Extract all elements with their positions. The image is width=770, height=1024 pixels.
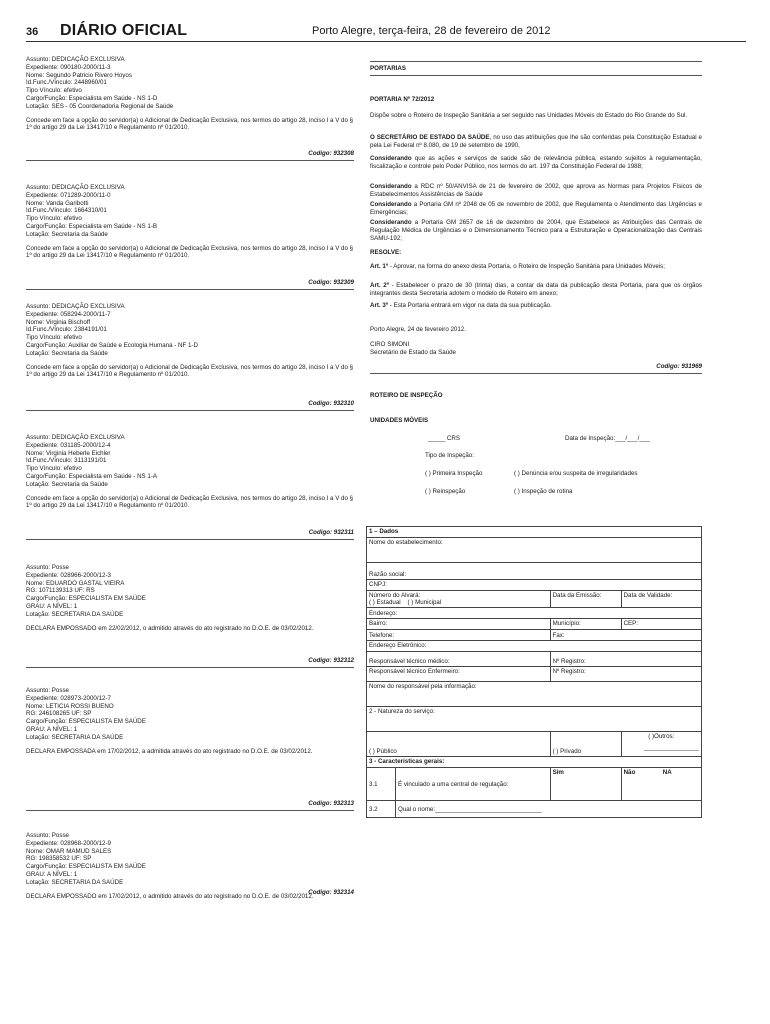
header-divider xyxy=(26,41,746,42)
field-cep[interactable]: CEP: xyxy=(621,619,701,630)
article-text: - Esta Portaria entrará em vigor na data da sua publicação. xyxy=(388,302,552,309)
field-email[interactable]: Endereço Eletrônico: xyxy=(367,641,702,652)
act-line: Cargo/Função: Especialista em Saúde - NS 1-A xyxy=(26,472,158,480)
act-line: Nome: Virginia Bischoff xyxy=(26,318,91,326)
form-section-3: 3 - Características gerais: xyxy=(367,757,702,768)
answer-yes[interactable] xyxy=(550,768,621,801)
inspection-type-label: Tipo de Inspeção: xyxy=(425,452,474,459)
signer-title: Secretário de Estado da Saúde xyxy=(370,349,456,356)
act-line: Tipo Vínculo: efetivo xyxy=(26,465,82,473)
intro-bold: O SECRETÁRIO DE ESTADO DA SAÚDE xyxy=(370,134,490,141)
option-public[interactable]: ( ) Público xyxy=(367,732,551,757)
newspaper-title: DIÁRIO OFICIAL xyxy=(60,22,188,39)
alvara-options xyxy=(369,599,548,606)
field-cnpj[interactable]: CNPJ: xyxy=(367,580,702,591)
act-line: Assunto: Posse xyxy=(26,687,69,694)
act-line: RG: 1071139313 UF: RS xyxy=(26,587,95,595)
question-central: É vinculado a uma central de regulação: xyxy=(396,768,551,801)
act-line: Lotação: SECRETARIA DA SAÚDE xyxy=(26,878,124,886)
page-number: 36 xyxy=(26,26,39,38)
no-label: Não xyxy=(623,769,636,776)
act-line: Expediente: 071289-2000/11-0 xyxy=(26,191,111,199)
act-line: Cargo/Função: ESPECIALISTA EM SAÚDE xyxy=(26,595,146,603)
article-bold: Art. 1º xyxy=(370,263,389,270)
article xyxy=(370,282,702,298)
field-address[interactable]: Endereço: xyxy=(367,608,702,619)
act-code: Codigo: 932312 xyxy=(308,657,354,664)
portaria-intro xyxy=(370,134,702,150)
act-line: Lotação: Secretaria da Saúde xyxy=(26,480,108,488)
option-private[interactable]: ( ) Privado xyxy=(550,732,621,757)
answer-no-na[interactable] xyxy=(621,768,701,801)
considerando-bold: Considerando xyxy=(370,155,412,162)
act-line: GRAU: A NÍVEL: 1 xyxy=(26,870,78,878)
option-municipal[interactable]: ( ) Municipal xyxy=(407,599,442,606)
option-first-inspection[interactable]: ( ) Primeira Inspeção xyxy=(425,470,483,477)
act-block xyxy=(26,687,354,755)
considerando xyxy=(370,183,702,199)
act-text: Concede em face a opção do servidor(a) o Adicional de Dedicação Exclusiva, nos termos do artigo 28, inciso I a V do § 1º do artigo 29 da Lei 13417/10 e Regulamento nº 01/2010. xyxy=(26,494,354,510)
act-line: Id.Func./Vínculo: 2384191/01 xyxy=(26,326,107,334)
act-line: Lotação: Secretaria da Saúde xyxy=(26,349,108,357)
field-municipality[interactable]: Município: xyxy=(550,619,621,630)
form-section-2: 2 - Natureza do serviço: xyxy=(367,707,702,732)
left-column xyxy=(26,56,354,1006)
alvara-label: Número do Alvará: xyxy=(369,592,421,599)
roteiro-title: ROTEIRO DE INSPEÇÃO xyxy=(370,392,443,399)
place-date: Porto Alegre, 24 de fevereiro 2012. xyxy=(370,326,466,333)
considerando xyxy=(370,219,702,242)
act-text: DECLARA EMPOSSADO em 22/02/2012, o admitido através do ato registrado no D.O.E. de 03/02/2012. xyxy=(26,624,314,632)
act-line: Nome: EDUARDO GASTAL VIEIRA xyxy=(26,579,125,587)
act-line: Assunto: Posse xyxy=(26,832,69,839)
field-info-responsible[interactable]: Nome do responsável pela informação: xyxy=(367,682,702,707)
act-text: DECLARA EMPOSSADO em 17/02/2012, o admitido através do ato registrado no D.O.E. de 03/02/2012. xyxy=(26,892,314,900)
act-line: Expediente: 028973-2000/12-7 xyxy=(26,694,111,702)
act-code: Codigo: 932313 xyxy=(308,800,354,807)
act-block xyxy=(26,303,354,379)
others-line: ________________ xyxy=(643,744,699,751)
act-text: Concede em face a opção do servidor(a) o Adicional de Dedicação Exclusiva, nos termos do artigo 28, inciso I a V do § 1º do artigo 29 da Lei 13417/10 e Regulamento nº 01/2010. xyxy=(26,244,354,260)
act-line: Assunto: DEDICAÇÃO EXCLUSIVA xyxy=(26,434,125,441)
field-tech-doctor[interactable]: Responsável técnico médico: xyxy=(367,652,551,667)
act-text: Concede em face a opção do servidor(a) o Adicional de Dedicação Exclusiva, nos termos do artigo 28, inciso I a V do § 1º do artigo 29 da Lei 13417/10 e Regulamento nº 01/2010. xyxy=(26,116,354,132)
act-line: Lotação: SES - 05 Coordenadoria Regional de Saúde xyxy=(26,102,174,110)
act-line: Id.Func./Vínculo: 2448960/01 xyxy=(26,79,107,87)
na-label: NA xyxy=(662,769,672,776)
act-line: Cargo/Função: ESPECIALISTA EM SAÚDE xyxy=(26,863,146,871)
divider xyxy=(26,289,354,290)
act-block xyxy=(26,564,354,632)
act-line: GRAU: A NÍVEL: 1 xyxy=(26,725,78,733)
portaria-code: Codigo: 931969 xyxy=(656,363,702,370)
act-line: Cargo/Função: Especialista em Saúde - NS 1-D xyxy=(26,94,158,102)
page-header xyxy=(26,22,746,44)
field-expiry-date[interactable]: Data de Validade: xyxy=(621,591,701,608)
act-line: Id.Func./Vínculo: 1664310/01 xyxy=(26,207,107,215)
divider xyxy=(26,410,354,411)
article-text: - Aprovar, na forma do anexo desta Portaria, o Roteiro de Inspeção Sanitária para Unidades Móveis; xyxy=(388,263,665,270)
field-fax[interactable]: Fax: xyxy=(550,630,701,641)
act-line: Cargo/Função: Especialista em Saúde - NS 1-B xyxy=(26,222,158,230)
yes-label: Sim xyxy=(552,769,564,776)
act-line: Nome: OMAR MAMUD SALES xyxy=(26,847,112,855)
act-line: Lotação: Secretaria da Saúde xyxy=(26,230,108,238)
intro-rest: , no uso das atribuições que lhe são conferidas pela Constituição Estadual e pela Lei Federal nº 8.080, de 19 de setembro de 1990, xyxy=(370,134,702,149)
act-line: Cargo/Função: Auxiliar de Saúde e Ecologia Humana - NF 1-D xyxy=(26,341,198,349)
row-number: 3.2 xyxy=(367,801,396,818)
field-tech-nurse[interactable]: Responsável técnico Enfermeiro: xyxy=(367,667,551,682)
act-line: Expediente: 031185-2000/12-4 xyxy=(26,441,111,449)
act-code: Codigo: 932310 xyxy=(308,400,354,407)
considerando-text: que as ações e serviços de saúde são de relevância pública, estando sujeitos à regulamentação, fiscalização e controle pelo Poder Público, nos termos do art. 197 da Constituição Federal de 1988; xyxy=(370,155,702,170)
considerando-bold: Considerando xyxy=(370,183,412,190)
act-code: Codigo: 932309 xyxy=(308,279,354,286)
roteiro-subtitle: UNIDADES MÓVEIS xyxy=(370,417,429,424)
act-line: RG: 246108265 UF: SP xyxy=(26,710,92,718)
question-name[interactable]: Qual o nome:_______________________________ xyxy=(396,801,702,818)
considerando xyxy=(370,201,702,217)
field-doctor-registry[interactable]: Nº Registro: xyxy=(550,652,701,667)
act-line: Assunto: Posse xyxy=(26,564,69,571)
act-line: Tipo Vínculo: efetivo xyxy=(26,87,82,95)
divider xyxy=(370,373,702,374)
act-line: Nome: Virginia Heberle Eichler xyxy=(26,449,111,457)
option-complaint[interactable]: ( ) Denúncia e/ou suspeita de irregularidades xyxy=(514,470,638,477)
field-company-name[interactable]: Razão social: xyxy=(367,563,702,580)
act-code: Codigo: 932308 xyxy=(308,150,354,157)
section-title: PORTARIAS xyxy=(370,65,406,72)
inspection-date-field: Data de Inspeção:___/___/___ xyxy=(565,435,650,442)
act-line: GRAU: A NÍVEL: 1 xyxy=(26,602,78,610)
act-line: RG: 198358532 UF: SP xyxy=(26,855,92,863)
form-section-1: 1 – Dados xyxy=(367,527,702,538)
act-text: DECLARA EMPOSSADA em 17/02/2012, a admitida através do ato registrado no D.O.E. de 03/02/2012. xyxy=(26,747,313,755)
article xyxy=(370,302,702,310)
considerando-bold: Considerando xyxy=(370,201,412,208)
considerando-bold: Considerando xyxy=(370,219,412,226)
right-column xyxy=(370,56,702,526)
act-line: Cargo/Função: ESPECIALISTA EM SAÚDE xyxy=(26,718,146,726)
field-establishment-name[interactable]: Nome do estabelecimento: xyxy=(367,538,702,563)
article-bold: Art. 2º xyxy=(370,282,389,289)
field-district[interactable]: Bairro: xyxy=(367,619,551,630)
signer-name: CIRO SIMONI xyxy=(370,341,410,348)
divider xyxy=(26,539,354,540)
act-line: Tipo Vínculo: efetivo xyxy=(26,334,82,342)
act-code: Codigo: 932311 xyxy=(308,529,354,536)
publication-date: Porto Alegre, terça-feira, 28 de fevereiro de 2012 xyxy=(312,25,551,37)
field-phone[interactable]: Telefone: xyxy=(367,630,551,641)
considerando-text: a Portaria GM nº 2048 de 05 de novembro de 2002, que Regulamenta o Atendimento das Urgências e Emergências; xyxy=(370,201,702,216)
resolve: RESOLVE: xyxy=(370,249,402,256)
act-line: Lotação: SECRETARIA DA SAÚDE xyxy=(26,610,124,618)
others-label: ( )Outros: xyxy=(648,733,675,740)
act-line: Id.Func./Vínculo: 3113191/01 xyxy=(26,457,107,465)
act-line: Nome: Vanda Garibotti xyxy=(26,199,89,207)
act-block xyxy=(26,56,354,132)
article-bold: Art. 3º xyxy=(370,302,389,309)
considerando-text: a RDC nº 50/ANVISA de 21 de fevereiro de 2002, que aprova as Normas para Projetos Físicos de Estabelecimentos Assistências de Saúde xyxy=(370,183,702,198)
option-reinspection[interactable]: ( ) Reinspeção xyxy=(425,488,466,495)
act-block xyxy=(26,184,354,260)
portaria-summary: Dispõe sobre o Roteiro de Inspeção Sanitária a ser seguido nas Unidades Móveis do Estado do Rio Grande do Sul. xyxy=(370,112,688,119)
act-text: Concede em face a opção do servidor(a) o Adicional de Dedicação Exclusiva, nos termos do artigo 28, inciso I a V do § 1º do artigo 29 da Lei 13417/10 e Regulamento nº 01/2010. xyxy=(26,363,354,379)
field-nurse-registry[interactable]: Nº Registro: xyxy=(550,667,701,682)
act-line: Lotação: SECRETARIA DA SAÚDE xyxy=(26,733,124,741)
option-estadual[interactable]: ( ) Estadual xyxy=(369,599,401,606)
divider xyxy=(370,61,702,62)
act-line: Assunto: DEDICAÇÃO EXCLUSIVA xyxy=(26,56,125,63)
crs-field: _____ CRS xyxy=(428,435,460,442)
field-issue-date[interactable]: Data da Emissão: xyxy=(550,591,621,608)
act-line: Assunto: DEDICAÇÃO EXCLUSIVA xyxy=(26,184,125,191)
act-line: Tipo Vínculo: efetivo xyxy=(26,215,82,223)
act-block xyxy=(26,434,354,510)
considerando xyxy=(370,155,702,171)
act-line: Nome: LETICIA ROSSI BUENO xyxy=(26,702,114,710)
field-alvara[interactable] xyxy=(367,591,551,608)
act-line: Expediente: 090180-2000/11-3 xyxy=(26,63,111,71)
act-line: Expediente: 028968-2000/12-9 xyxy=(26,839,111,847)
row-number: 3.1 xyxy=(367,768,396,801)
option-others[interactable] xyxy=(621,732,701,757)
act-line: Expediente: 028966-2000/12-3 xyxy=(26,571,111,579)
divider xyxy=(26,810,354,811)
act-line: Assunto: DEDICAÇÃO EXCLUSIVA xyxy=(26,303,125,310)
act-code: Codigo: 932314 xyxy=(308,889,354,896)
divider xyxy=(370,75,702,76)
act-line: Nome: Segundo Patricio Rivero Hoyos xyxy=(26,71,132,79)
considerando-text: a Portaria GM 2657 de 16 de dezembro de 2004, que Estabelece as Atribuições das Centrais de Regulação Médica de Urgências e o Dimensionamento Técnico para a Estruturação e Operacionalização das Centrais SAMU-192; xyxy=(370,219,702,242)
act-line: Expediente: 058294-2000/11-7 xyxy=(26,310,111,318)
divider xyxy=(26,160,354,161)
portaria-title: PORTARIA Nº 72/2012 xyxy=(370,96,435,103)
article xyxy=(370,263,702,271)
option-routine[interactable]: ( ) Inspeção de rotina xyxy=(514,488,573,495)
divider xyxy=(26,667,354,668)
article-text: - Estabelecer o prazo de 30 (trinta) dias, a contar da data da publicação desta Portaria, para que os órgãos integrantes desta Secretaria adotem o modelo de Roteiro em anexo; xyxy=(370,282,703,297)
inspection-form xyxy=(366,526,702,818)
